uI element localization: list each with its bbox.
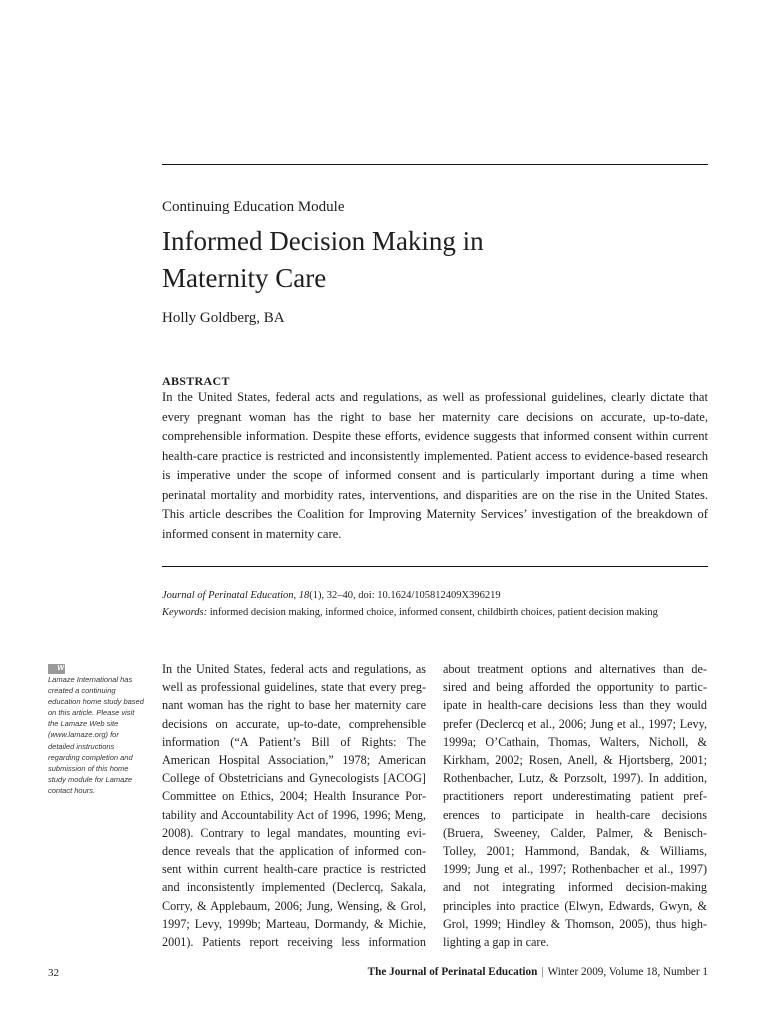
title-line-1: Informed Decision Making in [162, 226, 484, 256]
title-line-2: Maternity Care [162, 263, 327, 293]
sidebar-line: created a continuing [48, 686, 116, 696]
sidebar-line: education home study based [48, 697, 144, 707]
citation-volume: 18 [298, 590, 310, 601]
body-line: Committee on Ethics, 2004; Health Insurance Por- [162, 789, 426, 804]
body-line: Corry, & Applebaum, 2006; Jung, Wensing, & Grol, [162, 898, 426, 913]
citation-block [162, 588, 722, 621]
body-line: erences to participate in health-care decisions [443, 807, 707, 822]
sidebar-line: submission of this home [48, 763, 129, 773]
abstract-text: In the United States, federal acts and regulations, as well as professional guidelines, clearly dictate that every pregnant woman has the right to base her maternity care decisions on accurate, up-to-date, comprehensible information. Despite these efforts, evidence suggests that informed consent within current health-care practice is restricted and inconsistently implemented. Patient access to evidence-based research is imperative under the scope of informed consent and is particularly important during a time when perinatal mortality and morbidity rates, interventions, and disparities are on the rise in the United States. This article describes the Coalition for Improving Maternity Services’ investigation of the breakdown of informed consent in maternity care. [162, 390, 708, 541]
author-name: Holly Goldberg, BA [162, 310, 285, 326]
running-footer [368, 966, 708, 978]
body-line: sent within current health-care practice is restricted [162, 862, 426, 877]
body-line: Grol, 1999; Hindley & Thomson, 2005), thus high- [443, 916, 707, 931]
body-line: 1997; Levy, 1999b; Marteau, Dormandy, & Michie, [162, 916, 426, 931]
body-line: prefer (Declercq et al., 2006; Jung et al., 1997; Levy, [443, 716, 707, 731]
module-kicker: Continuing Education Module [162, 199, 345, 215]
body-line: Rothenbacher, Lutz, & Porzsolt, 1997). In addition, [443, 771, 707, 786]
abstract-bottom-rule [162, 566, 708, 567]
body-line: College of Obstetricians and Gynecologists [ACOG] [162, 771, 426, 786]
body-line: dence reveals that the application of informed con- [162, 844, 426, 859]
body-line: and not integrating informed decision-making [443, 880, 707, 895]
body-line: well as professional guidelines, state that every preg- [162, 680, 426, 695]
body-line: (Bruera, Sweeney, Calder, Palmer, & Benisch- [443, 825, 707, 840]
body-line: ipate in health-care decisions less than they would [443, 698, 707, 713]
body-line: and inconsistently implemented (Declercq, Sakala, [162, 880, 426, 895]
footer-issue: Winter 2009, Volume 18, Number 1 [547, 966, 708, 978]
page-number: 32 [48, 967, 59, 979]
web-badge-icon: W [48, 664, 65, 674]
abstract-heading: ABSTRACT [162, 374, 230, 388]
footer-journal-name: The Journal of Perinatal Education [367, 966, 538, 978]
sidebar-line: study module for Lamaze [48, 774, 133, 784]
body-line: principles into practice (Elwyn, Edwards, Gwyn, & [443, 898, 707, 913]
sidebar-line: detailed instructions [48, 741, 115, 751]
citation-journal: Journal of Perinatal Education, [162, 590, 297, 601]
sidebar-line: the Lamaze Web site [48, 719, 119, 729]
citation-details: (1), 32–40, doi: 10.1624/105812409X396219 [309, 590, 501, 601]
keywords-label: Keywords: [162, 606, 208, 618]
article-title [162, 223, 484, 297]
body-line: Kirkham, 2002; Rosen, Anell, & Hjortsberg, 2001; [443, 753, 707, 768]
body-line: lighting a gap in care. [443, 935, 549, 950]
body-line: 1999a; O’Cathain, Thomas, Walters, Nicholl, & [443, 734, 707, 749]
keywords-line [162, 605, 722, 622]
body-line: American Hospital Association,” 1978; American [162, 753, 426, 768]
ce-sidebar-note [48, 662, 163, 796]
body-line: information (“A Patient’s Bill of Rights: The [162, 734, 426, 749]
body-column-left [162, 660, 426, 951]
body-column-right [443, 660, 707, 951]
body-line: decisions on accurate, up-to-date, comprehensible [162, 716, 426, 731]
sidebar-line: on this article. Please visit [48, 708, 135, 718]
footer-separator: | [541, 966, 544, 978]
body-line: In the United States, federal acts and regulations, as [162, 662, 426, 676]
body-line: 1999; Jung et al., 1997; Rothenbacher et al., 1997) [443, 862, 707, 877]
sidebar-line: contact hours. [48, 785, 96, 795]
body-line: sired and being afforded the opportunity to partic- [443, 680, 707, 695]
body-line: Tolley, 2001; Hammond, Bandak, & Williams, [443, 844, 707, 859]
keywords-list: informed decision making, informed choice, informed consent, childbirth choices, patient decision making [209, 606, 658, 618]
sidebar-line: regarding completion and [48, 752, 133, 762]
citation-line [162, 588, 722, 605]
body-line: tability and Accountability Act of 1996, 1996; Meng, [162, 807, 426, 822]
sidebar-line: Lamaze International has [48, 675, 133, 684]
body-line: 2008). Contrary to legal mandates, mounting evi- [162, 825, 426, 840]
body-line: nant woman has the right to base her maternity care [162, 698, 426, 713]
body-line: 2001). Patients report receiving less information [162, 935, 426, 950]
body-line: about treatment options and alternatives than de- [443, 662, 707, 676]
top-rule [162, 164, 708, 165]
sidebar-line: (www.lamaze.org) for [48, 730, 119, 740]
body-line: practitioners report underestimating patient pref- [443, 789, 707, 804]
